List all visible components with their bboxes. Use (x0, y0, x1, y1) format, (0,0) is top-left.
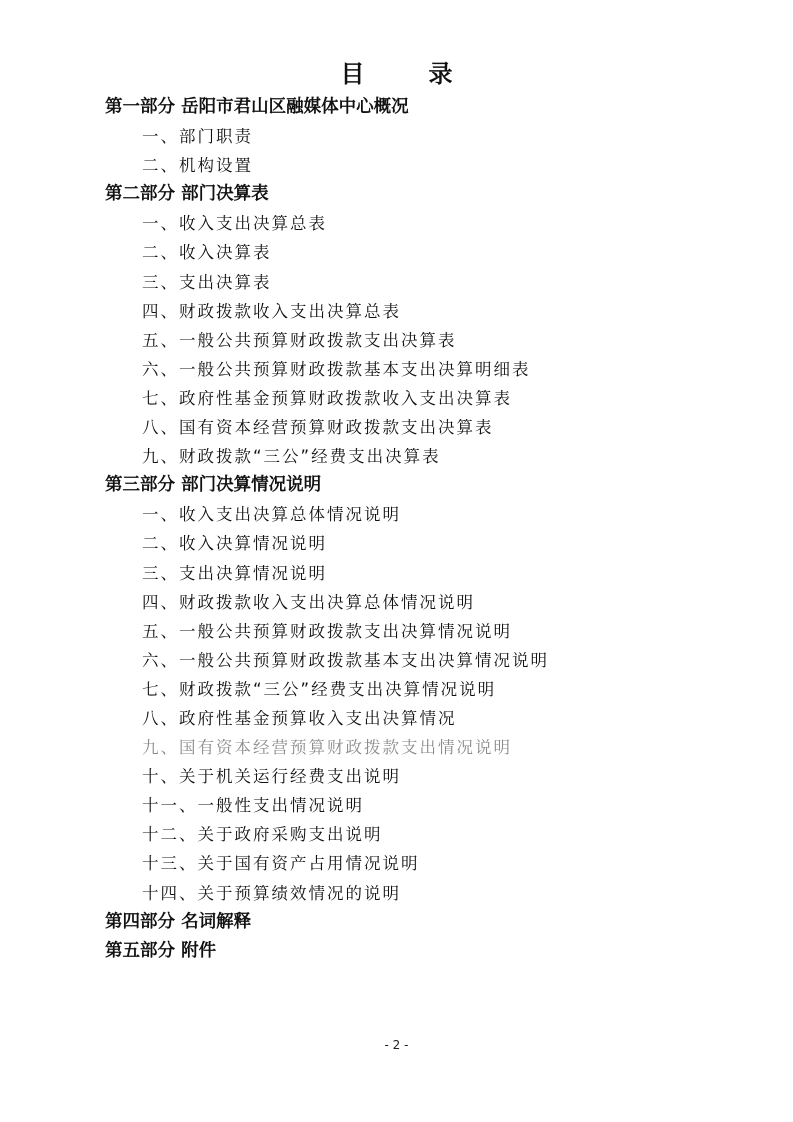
table-of-contents (0, 93, 793, 966)
toc-part-heading: 第三部分 部门决算情况说明 (105, 475, 322, 496)
toc-part-heading: 第四部分 名词解释 (105, 911, 252, 932)
toc-item: 八、国有资本经营预算财政拨款支出决算表 (142, 418, 494, 438)
toc-part-heading: 第五部分 附件 (105, 940, 217, 961)
toc-item: 六、一般公共预算财政拨款基本支出决算情况说明 (142, 650, 549, 670)
toc-item: 九、国有资本经营预算财政拨款支出情况说明 (142, 738, 512, 758)
page-number: - 2 - (384, 1038, 409, 1052)
toc-item: 二、收入决算表 (142, 243, 272, 263)
page-title: 目 录 (340, 60, 473, 88)
toc-item: 二、收入决算情况说明 (142, 534, 327, 554)
toc-item: 八、政府性基金预算收入支出决算情况 (142, 708, 457, 728)
toc-item: 一、收入支出决算总体情况说明 (142, 505, 401, 525)
toc-item: 三、支出决算情况说明 (142, 563, 327, 583)
toc-item: 五、一般公共预算财政拨款支出决算表 (142, 330, 457, 350)
toc-item: 十、关于机关运行经费支出说明 (142, 767, 401, 787)
toc-item: 二、机构设置 (142, 156, 253, 176)
toc-item: 四、财政拨款收入支出决算总表 (142, 301, 401, 321)
toc-item: 六、一般公共预算财政拨款基本支出决算明细表 (142, 359, 531, 379)
toc-item: 五、一般公共预算财政拨款支出决算情况说明 (142, 621, 512, 641)
toc-item: 四、财政拨款收入支出决算总体情况说明 (142, 592, 475, 612)
toc-item: 十四、关于预算绩效情况的说明 (142, 883, 401, 903)
toc-part-heading: 第二部分 部门决算表 (105, 184, 269, 205)
toc-item: 七、财政拨款“三公”经费支出决算情况说明 (142, 679, 497, 699)
toc-item: 一、部门职责 (142, 127, 253, 147)
toc-item: 三、支出决算表 (142, 272, 272, 292)
toc-part-heading: 第一部分 岳阳市君山区融媒体中心概况 (105, 97, 409, 117)
toc-item: 九、财政拨款“三公”经费支出决算表 (142, 447, 441, 467)
toc-item: 七、政府性基金预算财政拨款收入支出决算表 (142, 388, 512, 408)
toc-item: 十三、关于国有资产占用情况说明 (142, 854, 420, 874)
toc-item: 十二、关于政府采购支出说明 (142, 825, 383, 845)
toc-item: 一、收入支出决算总表 (142, 214, 327, 234)
toc-item: 十一、一般性支出情况说明 (142, 796, 364, 816)
